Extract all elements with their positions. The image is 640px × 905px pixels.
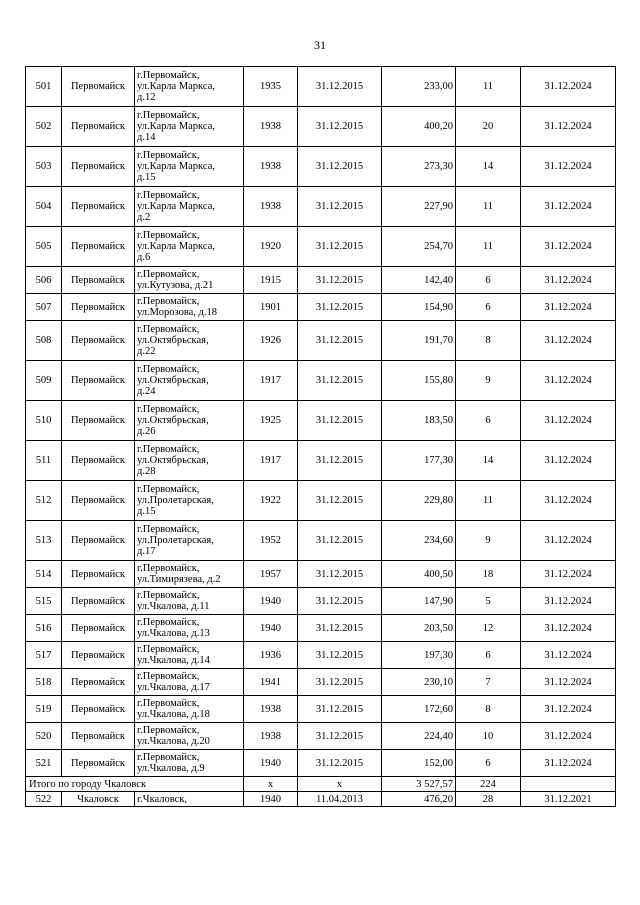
cell-year: 1938 [244,147,298,187]
cell-recognition-date: 31.12.2015 [298,147,382,187]
address-line: ул.Октябрьская, [137,415,209,426]
table-row [26,696,616,723]
address-line: г.Первомайск, [137,296,200,307]
cell-number: 503 [26,147,62,187]
cell-number: 512 [26,481,62,521]
cell-locality: Первомайск [62,147,135,187]
cell-locality: Первомайск [62,615,135,642]
cell-deadline: 31.12.2024 [521,107,616,147]
cell-deadline: 31.12.2024 [521,615,616,642]
cell-locality: Первомайск [62,321,135,361]
cell-address [135,107,244,147]
cell-residents: 6 [456,750,521,777]
cell-year: 1938 [244,723,298,750]
cell-residents: 11 [456,227,521,267]
address-line: г.Первомайск, [137,404,200,415]
cell-recognition-date: 31.12.2015 [298,401,382,441]
cell-recognition-date: 31.12.2015 [298,187,382,227]
table-row [26,750,616,777]
address-line: д.2 [137,212,151,223]
address-line: г.Первомайск, [137,324,200,335]
cell-year: 1938 [244,187,298,227]
cell-deadline: 31.12.2024 [521,294,616,321]
cell-year: 1920 [244,227,298,267]
address-line: ул.Октябрьская, [137,335,209,346]
cell-residents: 20 [456,107,521,147]
cell-deadline: 31.12.2024 [521,696,616,723]
address-line: г.Первомайск, [137,230,200,241]
cell-number: 517 [26,642,62,669]
address-line: г.Первомайск, [137,617,200,628]
cell-recognition-date: 31.12.2015 [298,294,382,321]
cell-number: 501 [26,67,62,107]
cell-year: 1940 [244,588,298,615]
cell-recognition-date: 31.12.2015 [298,481,382,521]
cell-locality: Первомайск [62,696,135,723]
address-line: г.Первомайск, [137,524,200,535]
cell-number: 519 [26,696,62,723]
cell-recognition-date: 31.12.2015 [298,321,382,361]
cell-residents: 9 [456,521,521,561]
address-line: д.22 [137,346,156,357]
cell-deadline: 31.12.2024 [521,187,616,227]
address-line: г.Первомайск, [137,150,200,161]
cell-year: 1926 [244,321,298,361]
cell-residents: 7 [456,669,521,696]
cell-area: 152,00 [382,750,456,777]
cell-residents: 14 [456,441,521,481]
cell-address [135,521,244,561]
cell-area: 254,70 [382,227,456,267]
cell-recognition-date: 31.12.2015 [298,107,382,147]
cell-number: 509 [26,361,62,401]
address-line: ул.Карла Маркса, [137,121,215,132]
cell-number: 510 [26,401,62,441]
cell-residents: 8 [456,696,521,723]
address-line: г.Первомайск, [137,190,200,201]
cell-locality: Первомайск [62,481,135,521]
cell-year: 1935 [244,67,298,107]
subtotal-label: Итого по городу Чкаловск [26,777,244,792]
cell-year: 1941 [244,669,298,696]
cell-year: 1940 [244,750,298,777]
cell-address [135,147,244,187]
cell-area: 147,90 [382,588,456,615]
cell-residents: 11 [456,187,521,227]
cell-locality: Первомайск [62,187,135,227]
address-line: д.26 [137,426,156,437]
subtotal-residents: 224 [456,777,521,792]
cell-address [135,187,244,227]
cell-locality: Первомайск [62,750,135,777]
housing-registry-table [25,66,616,807]
address-line: ул.Чкалова, д.14 [137,655,210,666]
address-line: г.Первомайск, [137,484,200,495]
table-row [26,588,616,615]
address-line: ул.Чкалова, д.13 [137,628,210,639]
table-row [26,361,616,401]
cell-area: 229,80 [382,481,456,521]
cell-recognition-date: 31.12.2015 [298,669,382,696]
cell-year: 1957 [244,561,298,588]
cell-deadline: 31.12.2024 [521,669,616,696]
address-line: д.28 [137,466,156,477]
address-line: ул.Чкалова, д.18 [137,709,210,720]
cell-deadline: 31.12.2024 [521,642,616,669]
table-row [26,294,616,321]
cell-area: 224,40 [382,723,456,750]
cell-recognition-date: 31.12.2015 [298,696,382,723]
cell-year: 1915 [244,267,298,294]
cell-area: 227,90 [382,187,456,227]
cell-deadline: 31.12.2021 [521,792,616,807]
address-line: д.12 [137,92,156,103]
cell-address [135,361,244,401]
cell-number: 502 [26,107,62,147]
cell-area: 400,50 [382,561,456,588]
cell-locality: Первомайск [62,521,135,561]
cell-area: 177,30 [382,441,456,481]
cell-address [135,227,244,267]
cell-locality: Первомайск [62,294,135,321]
cell-year: 1917 [244,441,298,481]
cell-residents: 6 [456,267,521,294]
cell-address [135,696,244,723]
cell-recognition-date: 31.12.2015 [298,642,382,669]
cell-locality: Первомайск [62,401,135,441]
cell-number: 506 [26,267,62,294]
cell-deadline: 31.12.2024 [521,481,616,521]
cell-deadline: 31.12.2024 [521,561,616,588]
cell-recognition-date: 31.12.2015 [298,67,382,107]
cell-address [135,267,244,294]
cell-recognition-date: 31.12.2015 [298,267,382,294]
cell-area: 273,30 [382,147,456,187]
table-row [26,521,616,561]
table-row [26,147,616,187]
address-line: ул.Кутузова, д.21 [137,280,214,291]
cell-deadline: 31.12.2024 [521,750,616,777]
cell-address [135,669,244,696]
address-line: д.24 [137,386,156,397]
address-line: ул.Морозова, д.18 [137,307,218,318]
cell-area: 172,60 [382,696,456,723]
cell-area: 203,50 [382,615,456,642]
table-row [26,107,616,147]
address-line: д.15 [137,506,156,517]
address-line: ул.Чкалова, д.11 [137,601,210,612]
cell-residents: 28 [456,792,521,807]
cell-residents: 5 [456,588,521,615]
cell-locality: Чкаловск [62,792,135,807]
cell-number: 516 [26,615,62,642]
cell-address [135,321,244,361]
table-row [26,441,616,481]
address-line: ул.Тимирязева, д.2 [137,574,221,585]
cell-area: 234,60 [382,521,456,561]
cell-deadline: 31.12.2024 [521,361,616,401]
table-row [26,187,616,227]
cell-recognition-date: 31.12.2015 [298,561,382,588]
subtotal-deadline [521,777,616,792]
cell-deadline: 31.12.2024 [521,321,616,361]
cell-address [135,561,244,588]
cell-deadline: 31.12.2024 [521,521,616,561]
cell-area: 230,10 [382,669,456,696]
cell-deadline: 31.12.2024 [521,67,616,107]
cell-residents: 14 [456,147,521,187]
cell-number: 507 [26,294,62,321]
address-line: ул.Пролетарская, [137,535,214,546]
cell-year: 1938 [244,107,298,147]
cell-deadline: 31.12.2024 [521,723,616,750]
cell-locality: Первомайск [62,267,135,294]
cell-address [135,481,244,521]
address-line: г.Первомайск, [137,590,200,601]
cell-number: 505 [26,227,62,267]
table-row [26,615,616,642]
address-line: г.Первомайск, [137,698,200,709]
cell-area: 154,90 [382,294,456,321]
cell-locality: Первомайск [62,361,135,401]
address-line: д.17 [137,546,156,557]
address-line: ул.Октябрьская, [137,375,209,386]
cell-number: 514 [26,561,62,588]
address-line: ул.Карла Маркса, [137,201,215,212]
cell-deadline: 31.12.2024 [521,441,616,481]
subtotal-year: x [244,777,298,792]
cell-year: 1936 [244,642,298,669]
cell-residents: 10 [456,723,521,750]
cell-locality: Первомайск [62,441,135,481]
cell-address [135,792,244,807]
cell-address [135,723,244,750]
cell-residents: 18 [456,561,521,588]
cell-locality: Первомайск [62,669,135,696]
cell-residents: 6 [456,294,521,321]
cell-deadline: 31.12.2024 [521,267,616,294]
cell-address [135,441,244,481]
address-line: г.Первомайск, [137,725,200,736]
cell-area: 233,00 [382,67,456,107]
cell-year: 1922 [244,481,298,521]
cell-residents: 12 [456,615,521,642]
address-line: ул.Чкалова, д.17 [137,682,210,693]
table-row [26,669,616,696]
address-line: ул.Карла Маркса, [137,161,215,172]
address-line: г.Первомайск, [137,110,200,121]
table-row [26,642,616,669]
cell-number: 508 [26,321,62,361]
address-line: г.Первомайск, [137,364,200,375]
cell-locality: Первомайск [62,642,135,669]
subtotal-date: x [298,777,382,792]
cell-number: 522 [26,792,62,807]
table-row [26,67,616,107]
cell-number: 513 [26,521,62,561]
cell-locality: Первомайск [62,723,135,750]
cell-area: 183,50 [382,401,456,441]
cell-recognition-date: 31.12.2015 [298,521,382,561]
cell-recognition-date: 11.04.2013 [298,792,382,807]
cell-deadline: 31.12.2024 [521,147,616,187]
cell-number: 515 [26,588,62,615]
cell-deadline: 31.12.2024 [521,401,616,441]
cell-locality: Первомайск [62,227,135,267]
table-row [26,723,616,750]
cell-residents: 8 [456,321,521,361]
address-line: г.Чкаловск, [137,793,188,805]
table-row [26,227,616,267]
address-line: г.Первомайск, [137,644,200,655]
cell-year: 1952 [244,521,298,561]
cell-recognition-date: 31.12.2015 [298,361,382,401]
cell-area: 400,20 [382,107,456,147]
address-line: ул.Карла Маркса, [137,81,215,92]
cell-recognition-date: 31.12.2015 [298,750,382,777]
cell-area: 476,20 [382,792,456,807]
cell-address [135,67,244,107]
cell-year: 1940 [244,615,298,642]
cell-locality: Первомайск [62,561,135,588]
address-line: ул.Карла Маркса, [137,241,215,252]
subtotal-area: 3 527,57 [382,777,456,792]
cell-residents: 6 [456,401,521,441]
address-line: г.Первомайск, [137,70,200,81]
address-line: ул.Октябрьская, [137,455,209,466]
cell-recognition-date: 31.12.2015 [298,441,382,481]
cell-deadline: 31.12.2024 [521,588,616,615]
table-row [26,481,616,521]
cell-year: 1917 [244,361,298,401]
cell-number: 518 [26,669,62,696]
address-line: г.Первомайск, [137,444,200,455]
cell-residents: 9 [456,361,521,401]
cell-locality: Первомайск [62,67,135,107]
address-line: д.14 [137,132,156,143]
cell-number: 521 [26,750,62,777]
cell-year: 1938 [244,696,298,723]
table-row [26,792,616,807]
cell-residents: 6 [456,642,521,669]
cell-address [135,294,244,321]
address-line: ул.Чкалова, д.9 [137,763,205,774]
cell-recognition-date: 31.12.2015 [298,723,382,750]
cell-area: 155,80 [382,361,456,401]
cell-address [135,588,244,615]
address-line: ул.Пролетарская, [137,495,214,506]
cell-area: 191,70 [382,321,456,361]
address-line: д.15 [137,172,156,183]
cell-address [135,615,244,642]
address-line: г.Первомайск, [137,671,200,682]
cell-address [135,401,244,441]
cell-number: 520 [26,723,62,750]
cell-locality: Первомайск [62,588,135,615]
address-line: г.Первомайск, [137,752,200,763]
table-row [26,561,616,588]
cell-number: 511 [26,441,62,481]
cell-address [135,750,244,777]
cell-deadline: 31.12.2024 [521,227,616,267]
cell-area: 142,40 [382,267,456,294]
cell-number: 504 [26,187,62,227]
cell-recognition-date: 31.12.2015 [298,615,382,642]
cell-area: 197,30 [382,642,456,669]
address-line: г.Первомайск, [137,269,200,280]
address-line: ул.Чкалова, д.20 [137,736,210,747]
address-line: д.6 [137,252,151,263]
cell-year: 1901 [244,294,298,321]
table-row [26,267,616,294]
cell-address [135,642,244,669]
cell-year: 1925 [244,401,298,441]
subtotal-row [26,777,616,792]
page-number: 31 [314,38,326,52]
address-line: г.Первомайск, [137,563,200,574]
cell-residents: 11 [456,481,521,521]
cell-recognition-date: 31.12.2015 [298,588,382,615]
table-row [26,321,616,361]
cell-residents: 11 [456,67,521,107]
cell-year: 1940 [244,792,298,807]
cell-locality: Первомайск [62,107,135,147]
cell-recognition-date: 31.12.2015 [298,227,382,267]
table-row [26,401,616,441]
